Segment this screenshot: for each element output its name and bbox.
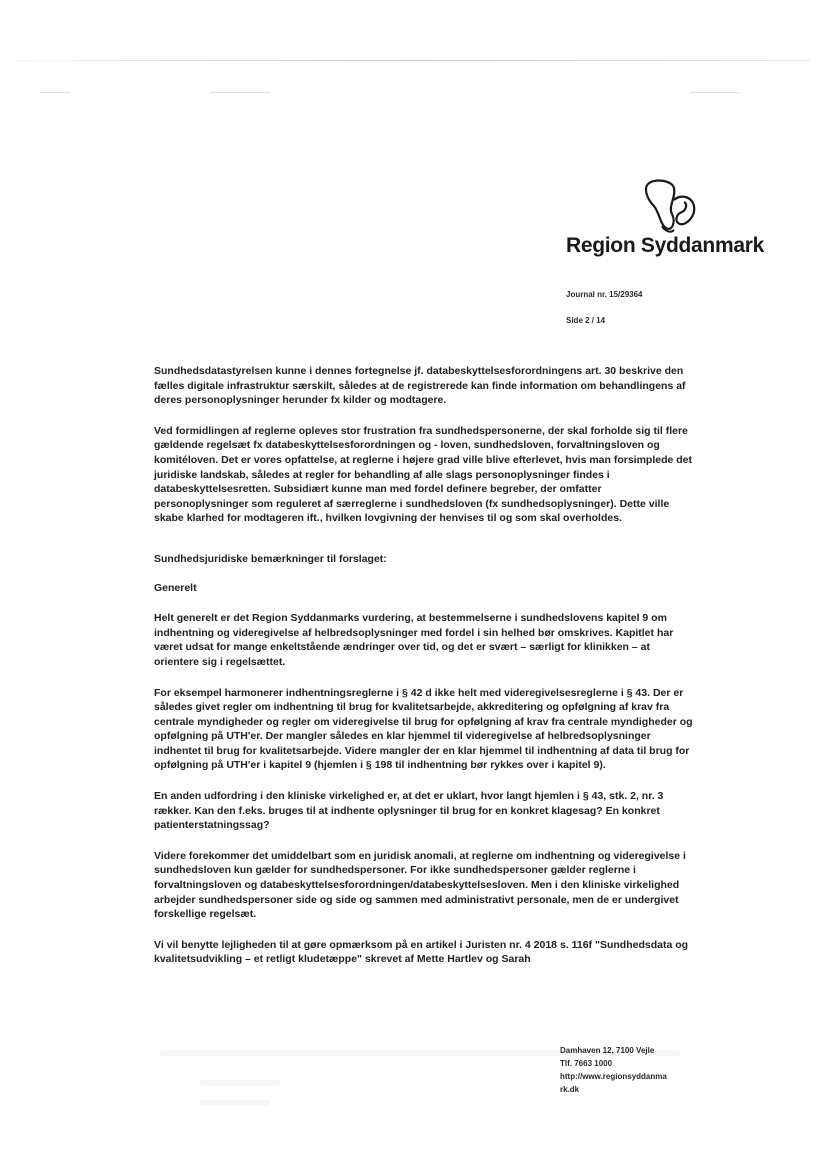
region-logo-text: Region Syddanmark (566, 234, 764, 257)
footer-street: Damhaven 12, 7100 Vejle (560, 1046, 655, 1055)
body-paragraph: Helt generelt er det Region Syddanmarks vurdering, at bestemmelserne i sundhedslovens kapitel 9 om indhentning og videregivelse af helbredsoplysninger med fordel i sin helhed bør omskrives. Kapitlet har været udsat for mange enkeltstående ændringer over tid, og det er svært – særligt for klinikken – at orientere sig i regelsættet. (154, 612, 674, 668)
scan-artifact (210, 92, 270, 93)
scan-edge-line (18, 60, 810, 61)
scan-bleed (200, 1100, 270, 1106)
body-paragraph: Sundhedsdatastyrelsen kunne i dennes fortegnelse jf. databeskyttelsesforordningens art. 30 beskrive den fælles digitale infrastruktur særskilt, således at de registrerede kan finde information om behandlingens af deres personoplysninger herunder fx kilder og modtagere. (154, 365, 686, 407)
scan-bleed (200, 1080, 280, 1086)
scan-artifact (40, 92, 70, 93)
body-paragraph: En anden udfordring i den kliniske virkelighed er, at det er uklart, hvor langt hjemlen i § 43, stk. 2, nr. 3 rækker. Kan den f.eks. bruges til at indhente oplysninger til brug for en konkret klagesag? En konkret patienterstatningssag? (154, 790, 664, 832)
region-logo-mark-icon (640, 178, 700, 234)
body-paragraph: Vi vil benytte lejligheden til at gøre opmærksom på en artikel i Juristen nr. 4 2018 s. 116f "Sundhedsdata og kvalitetsudvikling – et retligt kludetæppe" skrevet af Mette Hartlev og Sarah (154, 938, 689, 966)
body-paragraph: For eksempel harmonerer indhentningsreglerne i § 42 d ikke helt med videregivelsesreglerne i § 43. Der er således givet regler om indhentning til brug for kvalitetsarbejde, akkreditering og opfølgning af krav fra centrale myndigheder og regler om videregivelse til brug for opfølgning af krav fra centrale myndigheder og opfølgning på UTH'er. Der mangler således en klar hjemmel til videregivelse af helbredsoplysninger indhentet til brug for kvalitetsarbejde. Videre mangler der en klar hjemmel til indhentning af data til brug for opfølgning på UTH'er i kapitel 9 (hjemlen i § 198 til indhentning bør rykkes over i kapitel 9). (154, 686, 693, 772)
letter-body (154, 364, 694, 983)
journal-number: Journal nr. 15/29364 (566, 290, 643, 299)
footer-web: http://www.regionsyddanma (560, 1072, 667, 1081)
footer-address (560, 1044, 700, 1096)
body-paragraph: Videre forekommer det umiddelbart som en juridisk anomali, at reglerne om indhentning og videregivelse i sundhedsloven kun gælder for sundhedspersoner. For ikke sundhedspersoner gælder reglerne i forvaltningsloven og databeskyttelsesforordningen/databeskyttelsesloven. Men i den kliniske virkelighed arbejder sundhedspersoner side og side og sammen med administrativt personale, men de er undergivet forskellige regelsæt. (154, 849, 686, 921)
scan-artifact (690, 92, 740, 93)
page-number: Side 2 / 14 (566, 316, 606, 325)
footer-phone: Tlf. 7663 1000 (560, 1059, 613, 1068)
section-heading: Sundhedsjuridiske bemærkninger til forslaget: (154, 552, 387, 565)
footer-web-cont: rk.dk (560, 1085, 580, 1094)
region-logo (566, 178, 764, 268)
subheading: Generelt (154, 581, 197, 594)
body-paragraph: Ved formidlingen af reglerne opleves stor frustration fra sundhedspersonerne, der skal forholde sig til flere gældende regelsæt fx databeskyttelsesforordningen og - loven, sundhedsloven, forvaltningsloven og komitéloven. Det er vores opfattelse, at reglerne i højere grad ville blive efterlevet, hvis man forsimplede det juridiske landskab, således at regler for behandling af alle slags personoplysninger findes i databeskyttelsesretten. Subsidiært kunne man med fordel definere begreber, der omfatter personoplysninger som reguleret af særreglerne i sundhedsloven (fx sundhedsoplysninger). Dette ville skabe klarhed for modtageren ift., hvilken lovgivning der henvises til og som skal overholdes. (154, 424, 693, 525)
